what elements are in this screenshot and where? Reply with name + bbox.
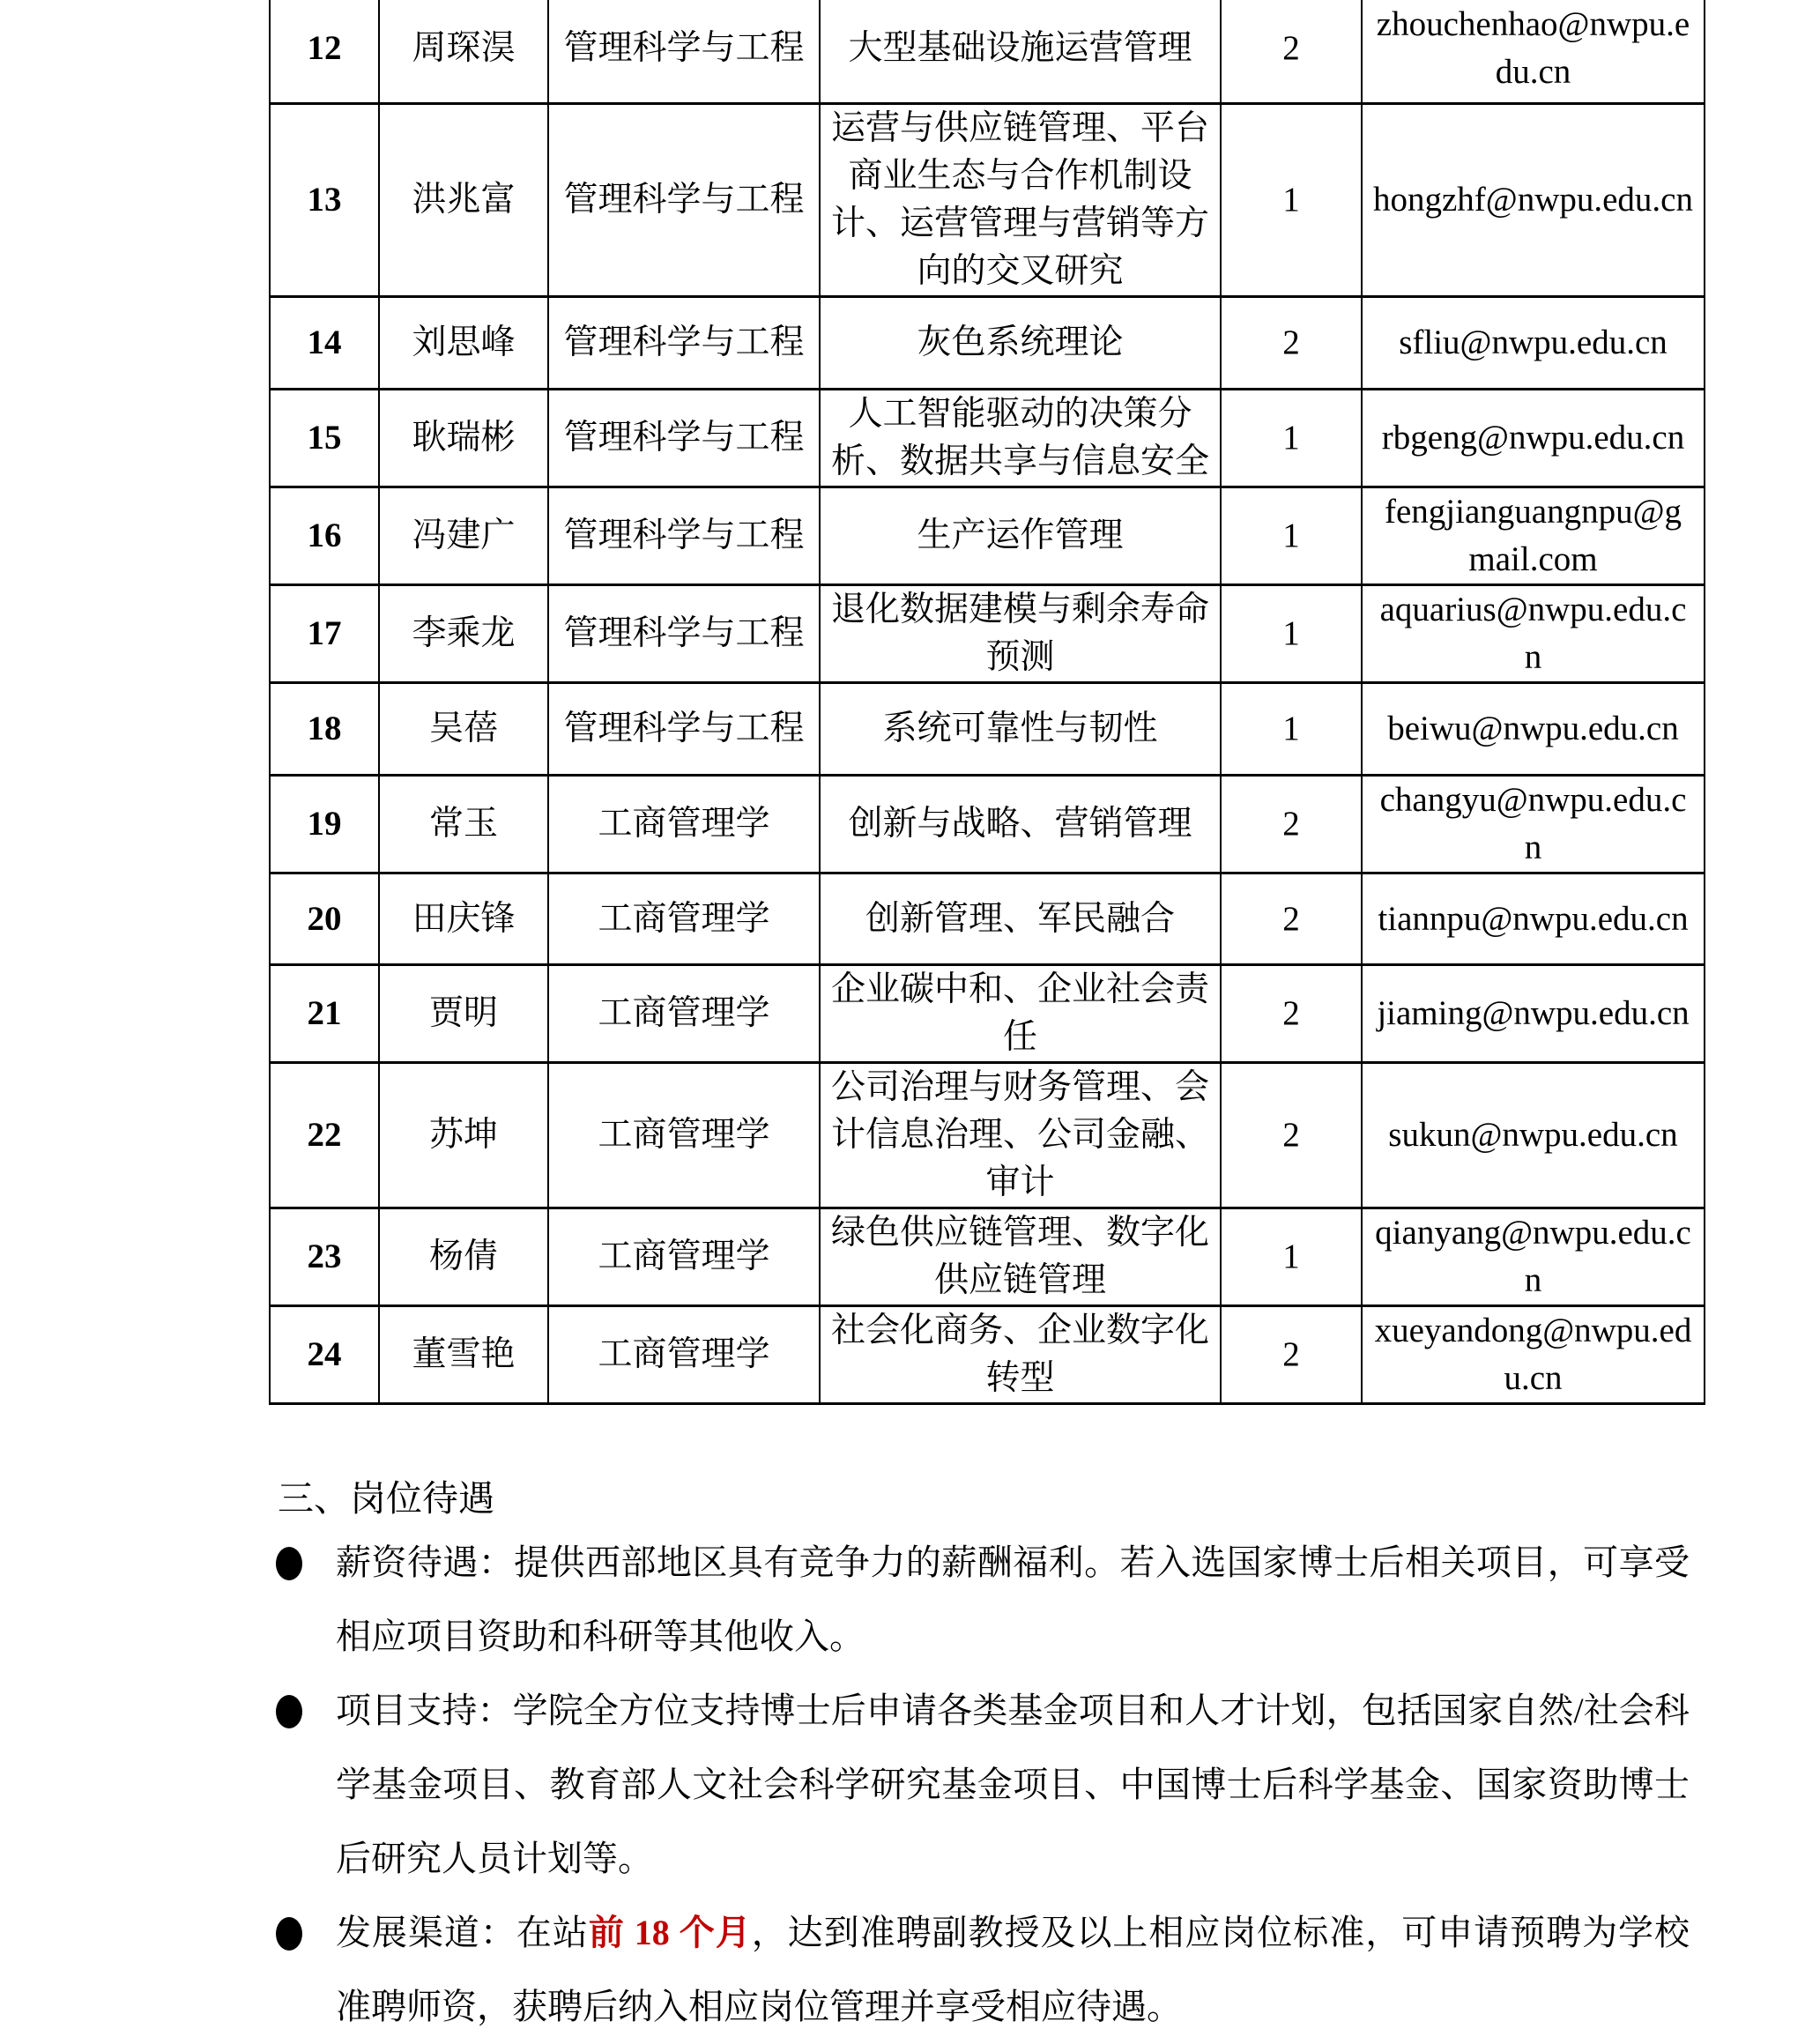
cell-no: 23 [270,1208,379,1306]
recruitment-table-body [270,0,1705,1404]
cell-discipline: 工商管理学 [548,965,820,1063]
text-segment: 薪资待遇：提供西部地区具有竞争力的薪酬福利。若入选国家博士后相关项目，可享受相应项目资助和科研等其他收入。 [336,1542,1690,1656]
cell-discipline: 工商管理学 [548,1306,820,1404]
recruitment-table [269,0,1705,1405]
cell-count: 1 [1221,104,1362,297]
cell-no: 15 [270,390,379,487]
cell-count: 1 [1221,585,1362,683]
cell-count: 2 [1221,1063,1362,1208]
cell-direction: 运营与供应链管理、平台商业生态与合作机制设计、运营管理与营销等方向的交叉研究 [820,104,1221,297]
cell-count: 1 [1221,1208,1362,1306]
cell-direction: 创新管理、军民融合 [820,873,1221,965]
table-row [270,965,1705,1063]
text-segment: 发展渠道：在站 [336,1913,589,1952]
cell-no: 13 [270,104,379,297]
cell-email: xueyandong@nwpu.edu.cn [1362,1306,1705,1404]
cell-direction: 灰色系统理论 [820,297,1221,390]
cell-discipline: 工商管理学 [548,776,820,873]
table-row [270,0,1705,104]
cell-count: 1 [1221,390,1362,487]
benefit-text [336,1542,1690,1656]
cell-email: sukun@nwpu.edu.cn [1362,1063,1705,1208]
cell-direction: 生产运作管理 [820,487,1221,585]
cell-no: 21 [270,965,379,1063]
cell-discipline: 管理科学与工程 [548,683,820,776]
cell-name: 李乘龙 [379,585,548,683]
cell-count: 2 [1221,776,1362,873]
cell-direction: 退化数据建模与剩余寿命预测 [820,585,1221,683]
cell-name: 刘思峰 [379,297,548,390]
benefit-text [336,1913,1690,2026]
bullet-icon [276,1547,302,1580]
cell-discipline: 管理科学与工程 [548,390,820,487]
benefit-item [269,1526,1690,1674]
cell-direction: 社会化商务、企业数字化转型 [820,1306,1221,1404]
cell-no: 16 [270,487,379,585]
cell-direction: 大型基础设施运营管理 [820,0,1221,104]
highlight-red-text: 前 18 个月 [588,1913,752,1952]
benefits-list [269,1526,1690,2044]
benefit-item [269,1896,1690,2044]
cell-name: 苏坤 [379,1063,548,1208]
table-row [270,873,1705,965]
cell-email: sfliu@nwpu.edu.cn [1362,297,1705,390]
cell-name: 董雪艳 [379,1306,548,1404]
cell-count: 1 [1221,487,1362,585]
cell-no: 24 [270,1306,379,1404]
cell-email: hongzhf@nwpu.edu.cn [1362,104,1705,297]
cell-email: changyu@nwpu.edu.cn [1362,776,1705,873]
section-title: 三、岗位待遇 [278,1478,494,1519]
cell-email: aquarius@nwpu.edu.cn [1362,585,1705,683]
cell-name: 贾明 [379,965,548,1063]
cell-email: tiannpu@nwpu.edu.cn [1362,873,1705,965]
cell-no: 14 [270,297,379,390]
cell-email: rbgeng@nwpu.edu.cn [1362,390,1705,487]
cell-count: 2 [1221,965,1362,1063]
cell-email: jiaming@nwpu.edu.cn [1362,965,1705,1063]
table-row [270,1063,1705,1208]
bullet-icon [276,1917,302,1951]
cell-no: 20 [270,873,379,965]
cell-name: 周琛淏 [379,0,548,104]
cell-email: beiwu@nwpu.edu.cn [1362,683,1705,776]
cell-discipline: 管理科学与工程 [548,0,820,104]
cell-name: 杨倩 [379,1208,548,1306]
bullet-icon [276,1695,302,1728]
cell-count: 2 [1221,1306,1362,1404]
table-row [270,104,1705,297]
table-row [270,1208,1705,1306]
benefit-text [336,1691,1690,1878]
cell-discipline: 管理科学与工程 [548,585,820,683]
cell-count: 1 [1221,683,1362,776]
table-row [270,390,1705,487]
cell-no: 19 [270,776,379,873]
cell-discipline: 工商管理学 [548,1208,820,1306]
cell-discipline: 管理科学与工程 [548,104,820,297]
cell-direction: 企业碳中和、企业社会责任 [820,965,1221,1063]
table-row [270,487,1705,585]
cell-count: 2 [1221,873,1362,965]
cell-email: qianyang@nwpu.edu.cn [1362,1208,1705,1306]
text-segment: 项目支持：学院全方位支持博士后申请各类基金项目和人才计划，包括国家自然/社会科学基金项目、教育部人文社会科学研究基金项目、中国博士后科学基金、国家资助博士后研究人员计划等。 [336,1691,1690,1878]
benefit-item [269,1674,1690,1896]
cell-direction: 人工智能驱动的决策分析、数据共享与信息安全 [820,390,1221,487]
cell-discipline: 管理科学与工程 [548,297,820,390]
cell-email: zhouchenhao@nwpu.edu.cn [1362,0,1705,104]
cell-count: 2 [1221,0,1362,104]
cell-discipline: 管理科学与工程 [548,487,820,585]
table-row [270,297,1705,390]
cell-discipline: 工商管理学 [548,1063,820,1208]
cell-name: 冯建广 [379,487,548,585]
cell-email: fengjianguangnpu@gmail.com [1362,487,1705,585]
cell-name: 田庆锋 [379,873,548,965]
cell-name: 洪兆富 [379,104,548,297]
cell-no: 18 [270,683,379,776]
text-segment: ，达到准聘副教授及以上相应岗位标准，可申请预聘为学校准聘师资，获聘后纳入相应岗位管理并享受相应待遇。 [336,1913,1690,2026]
cell-direction: 创新与战略、营销管理 [820,776,1221,873]
cell-no: 17 [270,585,379,683]
table-row [270,585,1705,683]
cell-name: 常玉 [379,776,548,873]
cell-direction: 公司治理与财务管理、会计信息治理、公司金融、审计 [820,1063,1221,1208]
cell-name: 耿瑞彬 [379,390,548,487]
cell-name: 吴蓓 [379,683,548,776]
cell-direction: 系统可靠性与韧性 [820,683,1221,776]
cell-count: 2 [1221,297,1362,390]
cell-no: 22 [270,1063,379,1208]
table-row [270,776,1705,873]
table-row [270,1306,1705,1404]
cell-no: 12 [270,0,379,104]
cell-discipline: 工商管理学 [548,873,820,965]
table-row [270,683,1705,776]
cell-direction: 绿色供应链管理、数字化供应链管理 [820,1208,1221,1306]
